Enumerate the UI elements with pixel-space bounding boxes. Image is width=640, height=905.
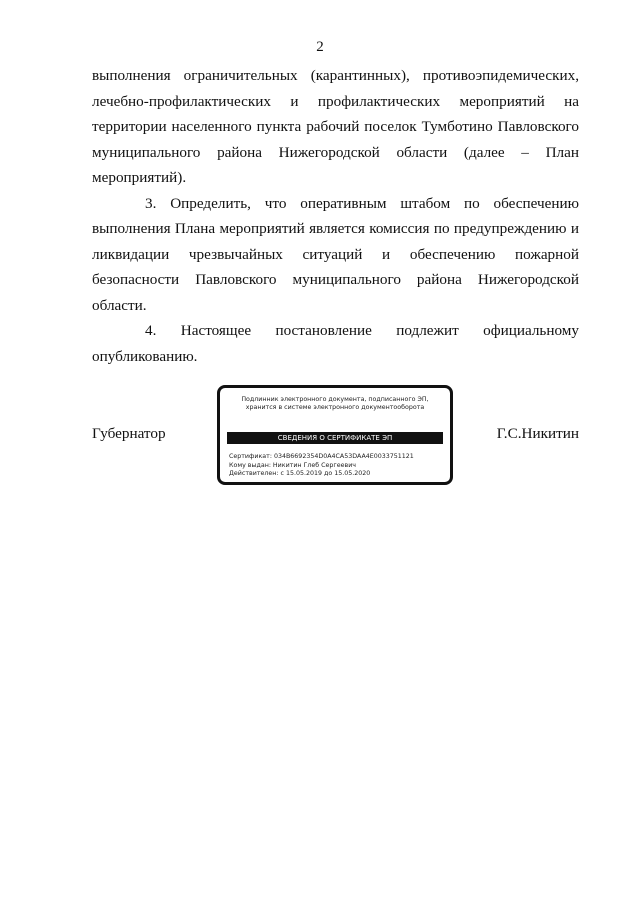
- stamp-header: [226, 396, 444, 412]
- paragraph-1-line-1: выполнения ограничительных (карантинных), противоэпидемических,: [92, 67, 579, 84]
- stamp-header-line-2: хранится в системе электронного документооборота: [245, 404, 425, 411]
- document-body: [92, 63, 579, 369]
- stamp-issued-to: Кому выдан: Никитин Глеб Сергеевич: [229, 461, 357, 469]
- stamp-validity: Действителен: с 15.05.2019 до 15.05.2020: [229, 470, 371, 477]
- paragraph-2-line-1: 3. Определить, что оперативным штабом по обеспечению: [145, 194, 579, 212]
- paragraph-3-line-2: опубликованию.: [92, 347, 198, 365]
- paragraph-3-line-1: 4. Настоящее постановление подлежит официальному: [145, 322, 579, 339]
- signer-title: Губернатор: [92, 425, 166, 442]
- stamp-certificate-bar: СВЕДЕНИЯ О СЕРТИФИКАТЕ ЭП: [227, 432, 443, 444]
- signer-name: Г.С.Никитин: [496, 425, 579, 442]
- paragraph-2-line-2: выполнения Плана мероприятий является комиссия по предупреждению и: [92, 220, 579, 237]
- stamp-details: [229, 453, 444, 479]
- paragraph-2-line-3: ликвидации чрезвычайных ситуаций и обеспечению пожарной: [92, 245, 579, 263]
- paragraph-2-line-5: области.: [92, 296, 147, 314]
- electronic-signature-stamp: [217, 385, 453, 485]
- stamp-header-line-1: Подлинник электронного документа, подписанного ЭП,: [241, 396, 429, 403]
- paragraph-1-line-3: территории населенного пункта рабочий поселок Тумботино Павловского: [92, 118, 579, 135]
- page-number: 2: [316, 39, 324, 55]
- paragraph-1-line-2: лечебно-профилактических и профилактических мероприятий на: [92, 92, 579, 110]
- stamp-certificate-number: Сертификат: 034B6692354D0A4CA53DAA4E0033751121: [229, 453, 414, 460]
- paragraph-1-line-5: мероприятий).: [92, 169, 187, 186]
- paragraph-2-line-4: безопасности Павловского муниципального района Нижегородской: [92, 271, 579, 288]
- paragraph-1-line-4: муниципального района Нижегородской области (далее – План: [92, 143, 579, 161]
